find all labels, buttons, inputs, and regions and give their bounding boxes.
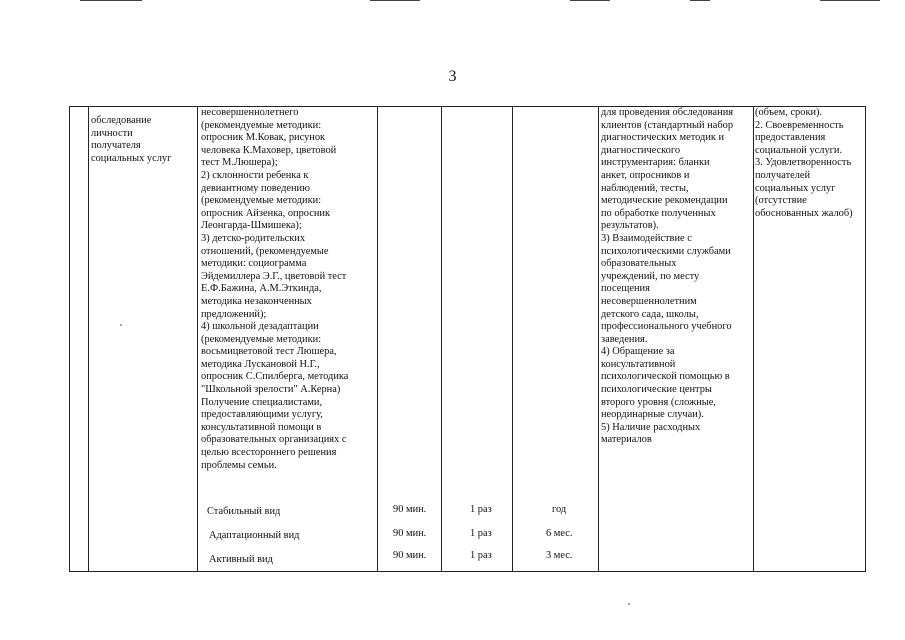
scan-line: [80, 0, 142, 1]
duration-value: 90 мин.: [393, 504, 427, 515]
scan-line: [690, 0, 710, 1]
column-divider: [441, 106, 442, 572]
column-divider: [197, 106, 198, 572]
page-number: 3: [448, 68, 457, 85]
period-value: 6 мес.: [546, 528, 573, 539]
column-divider: [598, 106, 599, 572]
column-divider: [88, 106, 89, 572]
quality-indicators-cell: (объем, сроки). 2. Своевременность предоставления социальной услуги. 3. Удовлетворенность получателей социальных услуг (отсутствие обоснованных жалоб): [755, 107, 853, 219]
service-type-label: Стабильный вид: [207, 506, 281, 517]
scan-speck: [120, 324, 122, 326]
scan-speck: [628, 603, 630, 605]
column-divider: [753, 106, 754, 572]
service-type-label: Адаптационный вид: [209, 530, 300, 541]
column-divider: [512, 106, 513, 572]
service-conditions-cell: для проведения обследования клиентов (стандартный набор диагностических методик и диагностического инструментария: бланки анкет, опросников и наблюдений, тесты, методические рекомендации по обработке полученных результатов). 3) Взаимодействие с психологическими службами образовательных учреждений, по месту посещения несовершеннолетним детского сада, школы, профессионального учебного заведения. 4) Обращение за консультативной психологической помощью в психологические центры второго уровня (сложные, неординарные случаи). 5) Наличие расходных материалов: [601, 107, 734, 446]
period-value: год: [552, 504, 567, 515]
scan-line: [370, 0, 420, 1]
frequency-value: 1 раз: [470, 550, 492, 561]
frequency-value: 1 раз: [470, 504, 492, 515]
column-divider: [377, 106, 378, 572]
service-type-label: Активный вид: [209, 554, 273, 565]
period-value: 3 мес.: [546, 550, 573, 561]
scan-line: [820, 0, 880, 1]
service-name-cell: обследование личности получателя социальных услуг: [91, 115, 172, 164]
frequency-value: 1 раз: [470, 528, 492, 539]
scan-line: [570, 0, 610, 1]
service-description-cell: несовершеннолетнего (рекомендуемые методики: опросник М.Ковак, рисунок человека К.Маховер, цветовой тест М.Люшера); 2) склонности ребенка к девиантному поведению (рекомендуемые методики: опросник Айзенка, опросник Леонгарда-Шмишека); 3) детско-родительских отношений, (рекомендуемые методики: социограмма Эйдемиллера Э.Г., цветовой тест Е.Ф.Бажина, А.М.Эткинда, методика незаконченных предложений); 4) школьной дезадаптации (рекомендуемые методики: восьмицветовой тест Люшера, методика Лускановой Н.Г., опросник С.Спилберга, методика "Школьной зрелости" А.Керна) Получение специалистами, предоставляющими услугу, консультативной помощи в образовательных организациях с целью всестороннего решения проблемы семьи.: [201, 107, 349, 471]
duration-value: 90 мин.: [393, 528, 427, 539]
duration-value: 90 мин.: [393, 550, 427, 561]
